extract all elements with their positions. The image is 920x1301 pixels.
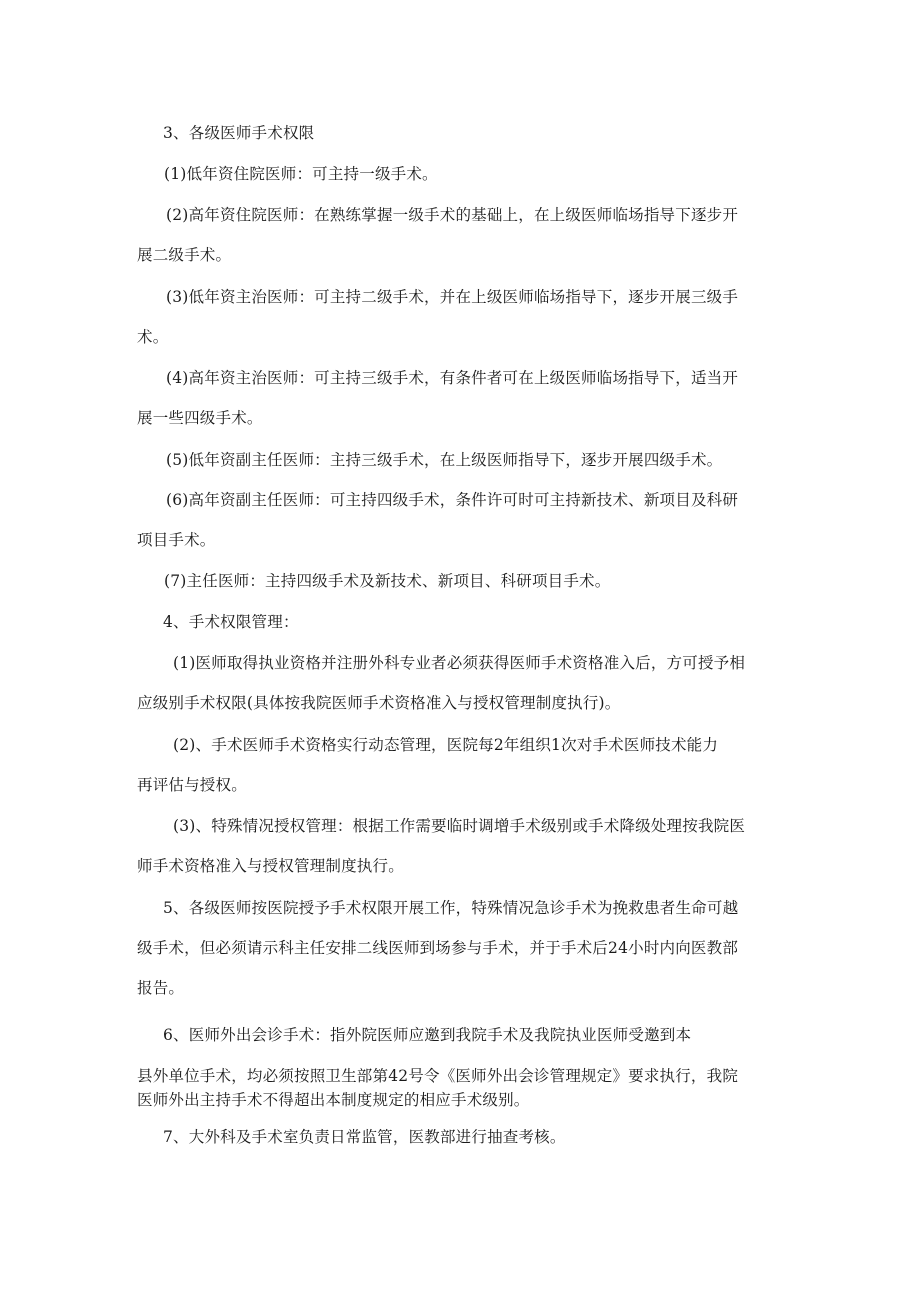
paragraph-5-line-1: 5、各级医师按医院授予手术权限开展工作，特殊情况急诊手术为挽救患者生命可越 xyxy=(163,899,739,917)
paragraph-5-line-3: 报告。 xyxy=(137,979,185,997)
paragraph-4-2-line-1: (2)、手术医师手术资格实行动态管理，医院每2年组织1次对手术医师技术能力 xyxy=(173,736,719,754)
paragraph-3-4-line-1: (4)高年资主治医师：可主持三级手术，有条件者可在上级医师临场指导下，适当开 xyxy=(166,369,739,387)
paragraph-3-7: (7)主任医师：主持四级手术及新技术、新项目、科研项目手术。 xyxy=(164,572,611,590)
paragraph-3-3-line-2: 术。 xyxy=(137,328,169,346)
paragraph-3-3-line-1: (3)低年资主治医师：可主持二级手术，并在上级医师临场指导下，逐步开展三级手 xyxy=(166,288,739,306)
paragraph-4-3-line-2: 师手术资格准入与授权管理制度执行。 xyxy=(137,857,404,875)
paragraph-3-5: (5)低年资副主任医师：主持三级手术，在上级医师指导下，逐步开展四级手术。 xyxy=(166,451,723,469)
paragraph-3-1: (1)低年资住院医师：可主持一级手术。 xyxy=(164,165,438,183)
section-heading-4: 4、手术权限管理： xyxy=(163,613,299,631)
paragraph-7: 7、大外科及手术室负责日常监管，医教部进行抽查考核。 xyxy=(163,1128,566,1146)
paragraph-3-2-line-1: (2)高年资住院医师：在熟练掌握一级手术的基础上，在上级医师临场指导下逐步开 xyxy=(166,206,739,224)
paragraph-3-6-line-2: 项目手术。 xyxy=(137,531,216,549)
paragraph-4-1-line-2: 应级别手术权限(具体按我院医师手术资格准入与授权管理制度执行)。 xyxy=(137,694,621,712)
paragraph-6-line-2: 县外单位手术，均必须按照卫生部第42号令《医师外出会诊管理规定》要求执行，我院 xyxy=(137,1067,739,1085)
paragraph-4-2-line-2: 再评估与授权。 xyxy=(137,776,247,794)
section-heading-3: 3、各级医师手术权限 xyxy=(163,124,315,142)
paragraph-5-line-2: 级手术，但必须请示科主任安排二线医师到场参与手术，并于手术后24小时内向医教部 xyxy=(137,939,739,957)
paragraph-6-line-1: 6、医师外出会诊手术：指外院医师应邀到我院手术及我院执业医师受邀到本 xyxy=(163,1026,692,1044)
paragraph-4-1-line-1: (1)医师取得执业资格并注册外科专业者必须获得医师手术资格准入后，方可授予相 xyxy=(173,654,746,672)
paragraph-3-6-line-1: (6)高年资副主任医师：可主持四级手术，条件许可时可主持新技术、新项目及科研 xyxy=(166,491,739,509)
paragraph-4-3-line-1: (3)、特殊情况授权管理：根据工作需要临时调增手术级别或手术降级处理按我院医 xyxy=(173,817,746,835)
paragraph-3-4-line-2: 展一些四级手术。 xyxy=(137,409,263,427)
paragraph-6-line-3: 医师外出主持手术不得超出本制度规定的相应手术级别。 xyxy=(137,1091,530,1109)
paragraph-3-2-line-2: 展二级手术。 xyxy=(137,246,232,264)
